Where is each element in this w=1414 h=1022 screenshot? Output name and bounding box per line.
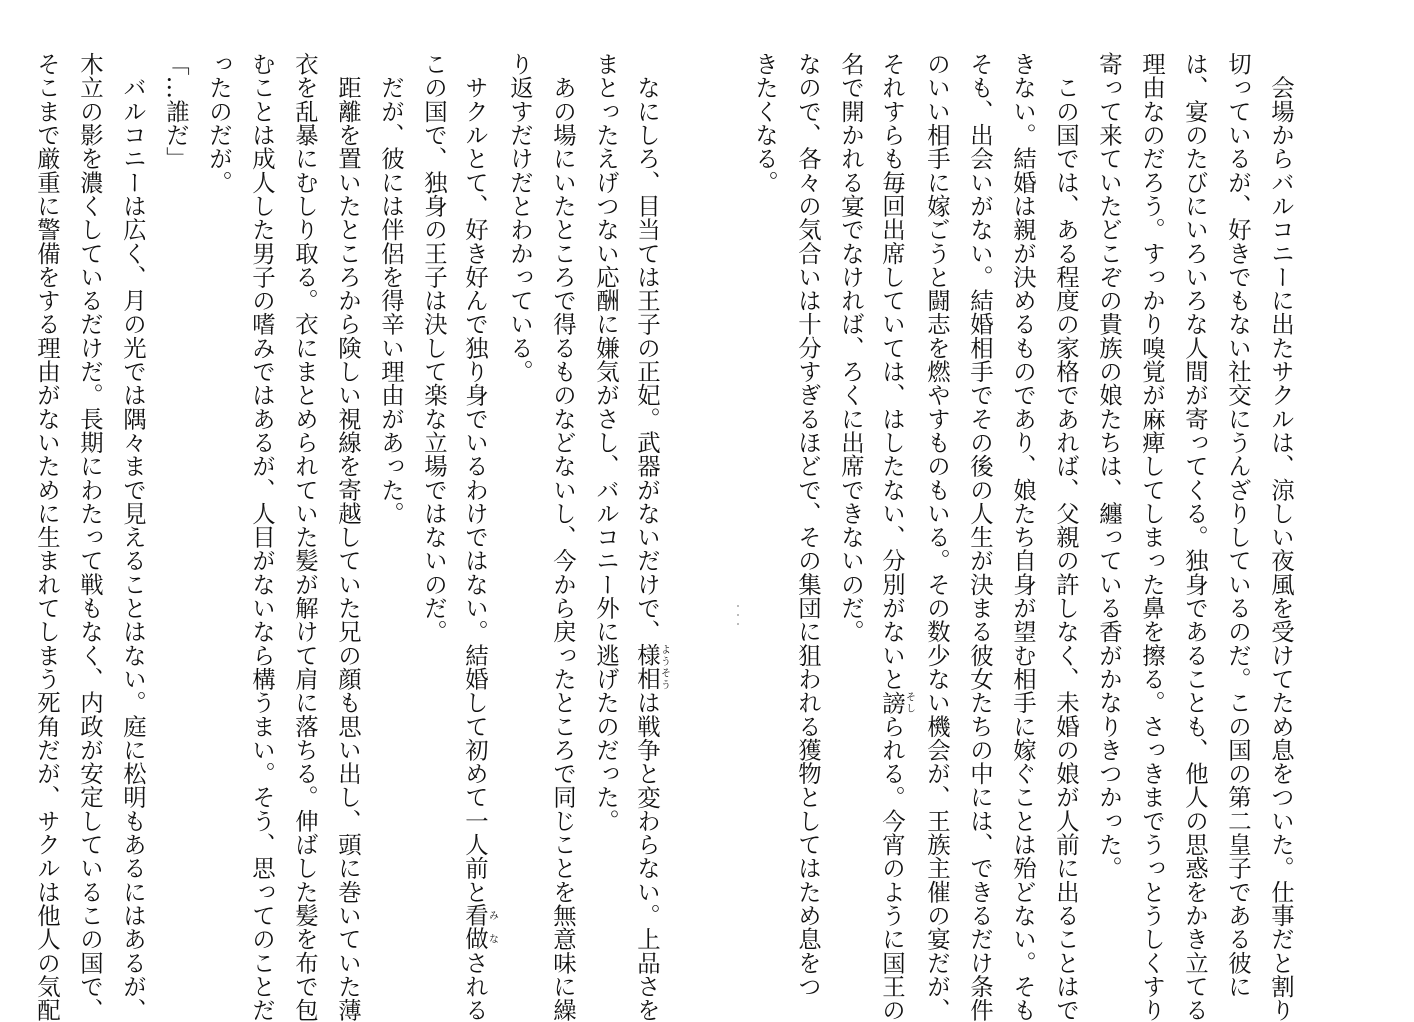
right-page <box>707 0 1414 1022</box>
text-line <box>629 52 670 1022</box>
text-line: むことは成人した男子の嗜みではあるが、人目がないなら構うまい。そう、思ってのことだ <box>248 52 276 1022</box>
ruby-annotation <box>461 903 498 951</box>
text-line <box>457 52 498 1022</box>
text-line: この国では、ある程度の家格であれば、父親の許しなく、未婚の娘が人前に出ることはで <box>1052 52 1080 1022</box>
text-line: あの場にいたところで得るものなどないし、今から戻ったところで同じことを無意味に繰 <box>549 52 577 1022</box>
text-line: だが、彼には伴侶を得辛い理由があった。 <box>377 52 405 525</box>
ruby-reading: みな <box>486 903 498 951</box>
text-segment: サクルとて、好き好んで独り身でいるわけではない。結婚して初めて一人前と <box>461 52 489 904</box>
text-line <box>874 52 915 1022</box>
text-line: きない。結婚は親が決めるものであり、娘たち自身が望む相手に嫁ぐことは殆どない。そも <box>1009 52 1037 1022</box>
text-line: ったのだが。 <box>205 52 233 194</box>
text-line: 木立の影を濃くしているだけだ。長期にわたって戦もなく、内政が安定しているこの国で、 <box>76 52 104 1022</box>
text-segment: それすらも毎回出席していては、はしたない、分別がないと <box>878 52 906 691</box>
text-segment: られる。今宵のように国王の <box>878 714 906 1022</box>
ruby-annotation <box>878 690 915 715</box>
text-line: まとったえげつない応酬に嫌気がさし、バルコニー外に逃げたのだった。 <box>592 52 620 833</box>
gutter-mark <box>737 605 739 631</box>
text-segment: なにしろ、目当ては王子の正妃。武器がないだけで、 <box>633 52 661 644</box>
text-line: り返すだけだとわかっている。 <box>506 52 534 384</box>
text-line: 距離を置いたところから険しい視線を寄越していた兄の顔も思い出し、頭に巻いていた薄 <box>334 52 362 1022</box>
text-line: そこまで厳重に警備をする理由がないために生まれてしまう死角だが、サクルは他人の気配 <box>33 52 61 1022</box>
ruby-reading: ようそう <box>658 643 670 691</box>
text-segment: は戦争と変わらない。上品さを <box>633 690 661 1022</box>
text-line: 衣を乱暴にむしり取る。衣にまとめられていた髪が解けて肩に落ちる。伸ばした髪を布で包 <box>291 52 319 1022</box>
text-line: なので、各々の気合いは十分すぎるほどで、その集団に狙われる獲物としてはため息をつ <box>794 52 822 998</box>
text-line: 切っているが、好きでもない社交にうんざりしているのだ。この国の第二皇子である彼に <box>1224 52 1252 998</box>
text-line: 名で開かれる宴でなければ、ろくに出席できないのだ。 <box>837 52 865 644</box>
text-line: 寄って来ていたどこぞの貴族の娘たちは、纏っている香がかなりきつかった。 <box>1095 52 1123 880</box>
text-line: 「…誰だ」 <box>162 52 190 171</box>
text-line: この国で、独身の王子は決して楽な立場ではないのだ。 <box>420 52 448 644</box>
text-segment: される <box>461 950 489 1022</box>
text-line: そも、出会いがない。結婚相手でその後の人生が決まる彼女たちの中には、できるだけ条件 <box>966 52 994 1022</box>
ruby-base: 様相 <box>633 643 661 691</box>
text-line: のいい相手に嫁ごうと闘志を燃やすものもいる。その数少ない機会が、王族主催の宴だが、 <box>923 52 951 1022</box>
text-line: 理由なのだろう。すっかり嗅覚が麻痺してしまった鼻を擦る。さっきまでうっとうしくすり <box>1138 52 1166 1022</box>
ruby-base: 看做 <box>461 903 489 951</box>
ruby-reading: そし <box>903 690 915 715</box>
ruby-base: 謗 <box>878 690 906 715</box>
text-line: きたくなる。 <box>751 52 779 194</box>
text-line: は、宴のたびにいろいろな人間が寄ってくる。独身であることも、他人の思惑をかき立てる <box>1181 52 1209 1022</box>
ruby-annotation <box>633 643 670 691</box>
text-line: バルコニーは広く、月の光では隅々まで見えることはない。庭に松明もあるにはあるが、 <box>119 52 147 1022</box>
text-line: 会場からバルコニーに出たサクルは、涼しい夜風を受けてため息をついた。仕事だと割り <box>1267 52 1295 1022</box>
